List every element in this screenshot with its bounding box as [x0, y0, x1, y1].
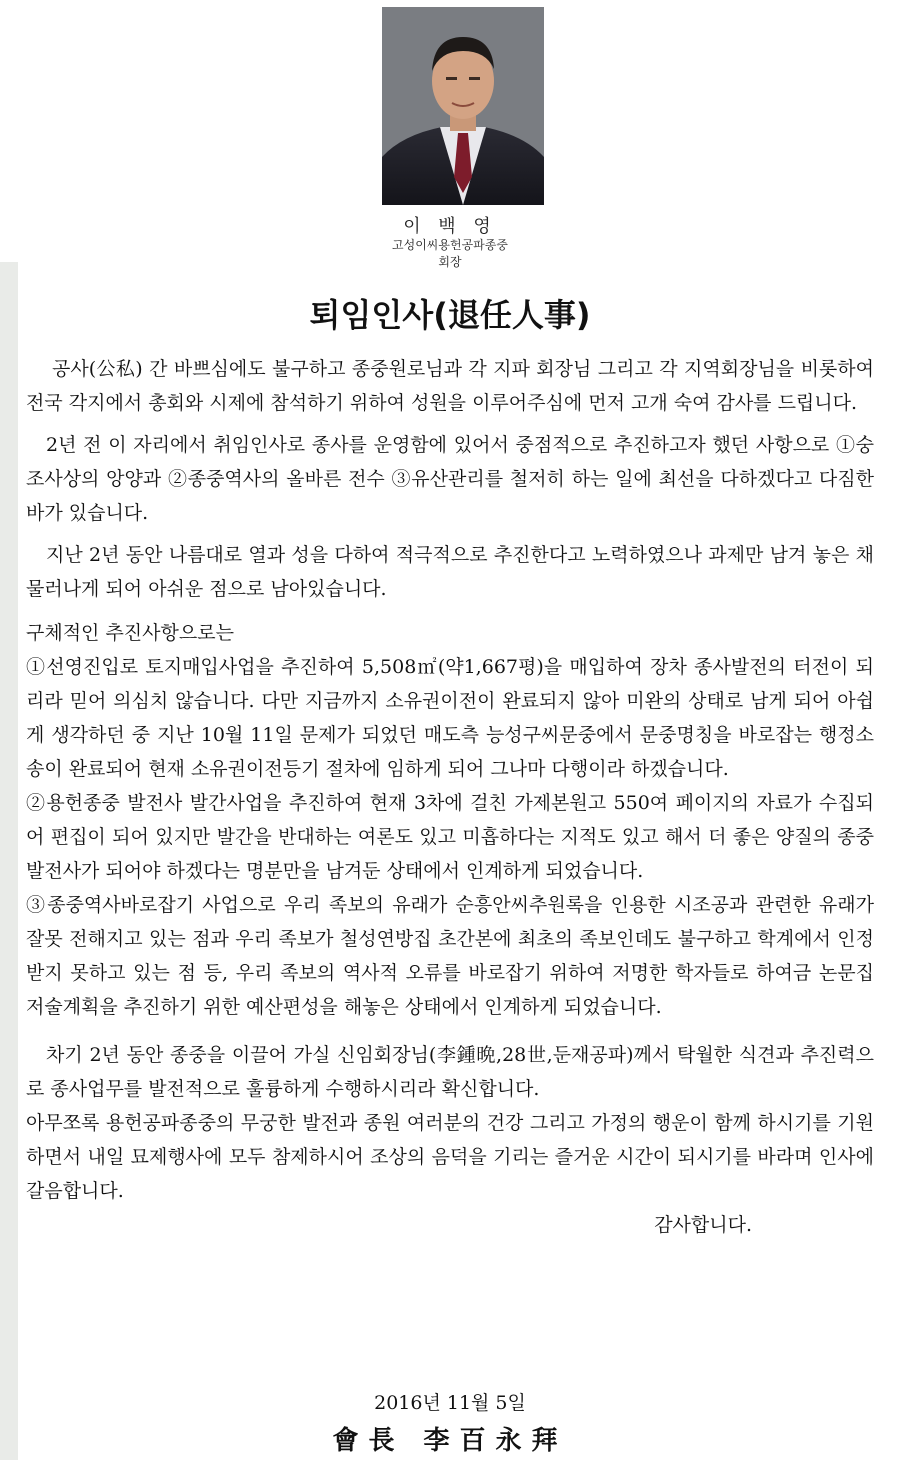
page-title: 퇴임인사(退任人事)	[309, 296, 591, 334]
paragraph-closing	[26, 1106, 874, 1208]
thanks-text: 감사합니다.	[654, 1214, 752, 1236]
person-icon	[382, 7, 544, 205]
section-heading: 구체적인 추진사항으로는	[26, 622, 234, 644]
closing-text: 아무쪼록 용헌공파종중의 무궁한 발전과 종원 여러분의 건강 그리고 가정의 행운이 함께 하시기를 기원하면서 내일 묘제행사에 모두 참제하시어 조상의 음덕을 기리는 즐거운 시간이 되시기를 바라며 인사에 갈음합니다.	[26, 1112, 874, 1202]
letter-body	[26, 352, 874, 1242]
author-role: 회장	[438, 255, 462, 269]
author-organization: 고성이씨용헌공파종중	[392, 238, 508, 252]
author-name: 이 백 영	[403, 216, 497, 237]
paragraph-goals: 2년 전 이 자리에서 취임인사로 종사를 운영함에 있어서 중점적으로 추진하고자 했던 사항으로 ①숭조사상의 앙양과 ②종중역사의 올바른 전수 ③유산관리를 철저히 하는 일에 최선을 다하겠다고 다짐한 바가 있습니다.	[26, 434, 874, 524]
paragraph-intro: 공사(公私) 간 바쁘심에도 불구하고 종중원로님과 각 지파 회장님 그리고 각 지역회장님을 비롯하여 전국 각지에서 총회와 시제에 참석하기 위하여 성원을 이루어주심에 먼저 고개 숙여 감사를 드립니다.	[26, 358, 874, 414]
list-item: ①선영진입로 토지매입사업을 추진하여 5,508㎡(약1,667평)을 매입하여 장차 종사발전의 터전이 되리라 믿어 의심치 않습니다. 다만 지금까지 소유권이전이 완료되지 않아 미완의 상태로 남게 되어 아쉽게 생각하던 중 지난 10월 11일 문제가 되었던 매도측 능성구씨문중에서 문중명칭을 바로잡는 행정소송이 완료되어 현재 소유권이전등기 절차에 임하게 되어 그나마 다행이라 하겠습니다.	[26, 656, 874, 780]
paper-edge	[0, 262, 18, 1460]
paragraph-successor: 차기 2년 동안 종중을 이끌어 가실 신임회장님(李鍾晩,28世,둔재공파)께서 탁월한 식견과 추진력으로 종사업무를 발전적으로 훌륭하게 수행하시리라 확신합니다.	[26, 1044, 874, 1100]
list-item: ②용헌종중 발전사 발간사업을 추진하여 현재 3차에 걸친 가제본원고 550여 페이지의 자료가 수집되어 편집이 되어 있지만 발간을 반대하는 여론도 있고 미흡하다는 지적도 있고 해서 더 좋은 양질의 종중발전사가 되어야 하겠다는 명분만을 남겨둔 상태에서 인계하게 되었습니다.	[26, 792, 875, 882]
thanks-line	[26, 1208, 874, 1242]
signature: 會長 李百永拜	[332, 1426, 568, 1456]
letter-date: 2016년 11월 5일	[374, 1392, 526, 1414]
portrait-photo	[382, 7, 544, 205]
paragraph-reflection: 지난 2년 동안 나름대로 열과 성을 다하여 적극적으로 추진한다고 노력하였으나 과제만 남겨 놓은 채 물러나게 되어 아쉬운 점으로 남아있습니다.	[26, 544, 874, 600]
list-item: ③종중역사바로잡기 사업으로 우리 족보의 유래가 순흥안씨추원록을 인용한 시조공과 관련한 유래가 잘못 전해지고 있는 점과 우리 족보가 철성연방집 초간본에 최초의 족보인데도 불구하고 학계에서 인정받지 못하고 있는 점 등, 우리 족보의 역사적 오류를 바로잡기 위하여 저명한 학자들로 하여금 논문집 저술계획을 추진하기 위한 예산편성을 해놓은 상태에서 인계하게 되었습니다.	[26, 894, 874, 1018]
